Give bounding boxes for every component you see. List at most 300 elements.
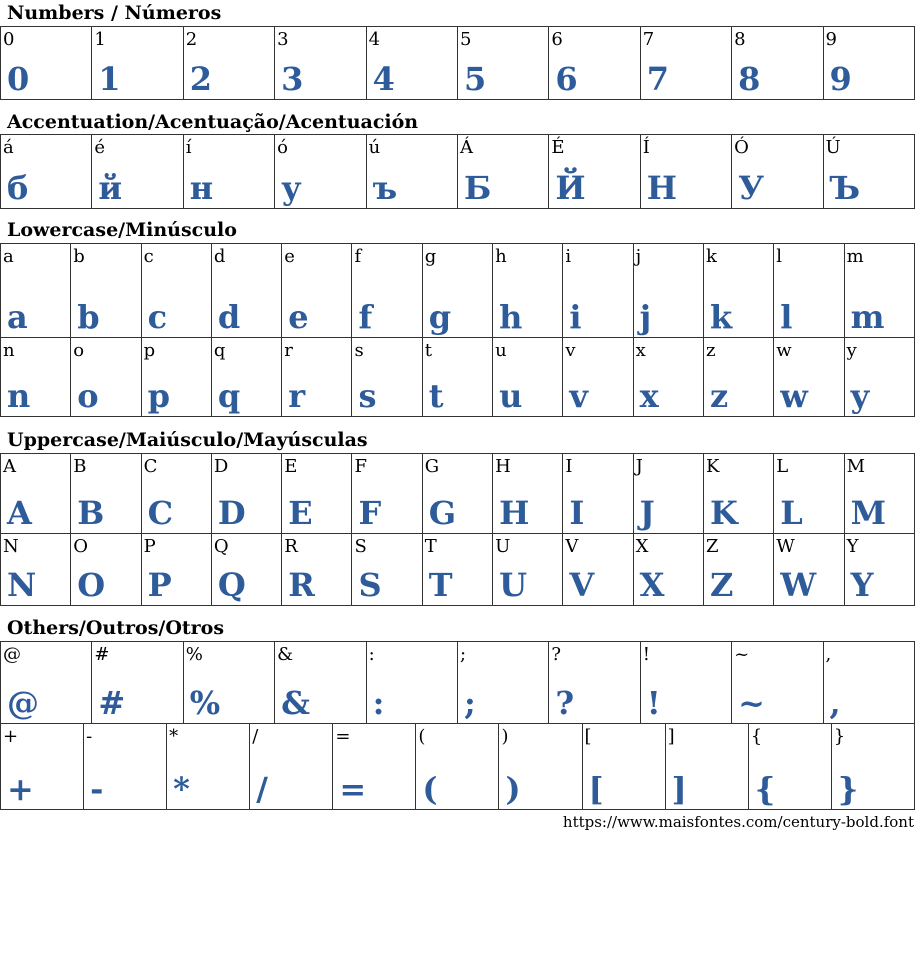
glyph-label: Q xyxy=(213,536,229,557)
glyph-cell xyxy=(774,454,844,534)
glyph-cell xyxy=(211,244,281,338)
glyph-cell xyxy=(282,534,352,606)
glyph-cell xyxy=(844,454,914,534)
glyph-label: B xyxy=(73,456,87,477)
glyph-sample: o xyxy=(77,377,99,415)
glyph-label: á xyxy=(3,137,14,158)
glyph-sample: Б xyxy=(463,169,492,207)
glyph-label: 7 xyxy=(642,29,655,50)
glyph-label: v xyxy=(565,340,576,361)
glyph-label: & xyxy=(277,644,294,665)
glyph-cell xyxy=(563,338,633,417)
glyph-sample: ] xyxy=(671,770,687,808)
section-title: Uppercase/Maiúsculo/Mayúsculas xyxy=(7,429,368,451)
table-row xyxy=(1,454,915,534)
glyph-sample: Q xyxy=(217,566,246,604)
glyph-sample: T xyxy=(428,566,453,604)
glyph-sample: 3 xyxy=(281,60,304,98)
glyph-sample: } xyxy=(837,770,859,808)
glyph-label: É xyxy=(551,137,565,158)
glyph-cell xyxy=(71,244,141,338)
glyph-cell xyxy=(416,724,499,810)
glyph-sample: Z xyxy=(709,566,734,604)
glyph-cell xyxy=(84,724,167,810)
glyph-label: = xyxy=(335,726,351,747)
glyph-cell xyxy=(275,27,366,100)
glyph-cell xyxy=(732,27,823,100)
glyph-sample: Н xyxy=(646,169,677,207)
glyph-sample: , xyxy=(829,684,841,722)
glyph-label: g xyxy=(424,246,437,267)
glyph-label: H xyxy=(495,456,511,477)
glyph-label: : xyxy=(368,644,375,665)
glyph-sample: * xyxy=(173,770,190,808)
glyph-cell xyxy=(633,454,703,534)
glyph-sample: & xyxy=(281,684,311,722)
glyph-sample: { xyxy=(754,770,776,808)
glyph-label: T xyxy=(424,536,437,557)
glyph-label: ó xyxy=(277,137,289,158)
glyph-label: Ú xyxy=(825,137,841,158)
glyph-grid xyxy=(0,453,915,534)
glyph-sample: S xyxy=(358,566,382,604)
glyph-sample: : xyxy=(372,684,385,722)
glyph-label: # xyxy=(94,644,110,665)
glyph-cell xyxy=(352,338,422,417)
glyph-sample: I xyxy=(569,494,585,532)
glyph-sample: h xyxy=(499,298,523,336)
glyph-cell xyxy=(563,244,633,338)
glyph-label: % xyxy=(185,644,203,665)
glyph-cell xyxy=(366,135,457,209)
glyph-cell xyxy=(493,534,563,606)
glyph-label: ? xyxy=(551,644,561,665)
glyph-sample: Y xyxy=(850,566,874,604)
glyph-label: d xyxy=(213,246,226,267)
glyph-sample: 7 xyxy=(646,60,669,98)
table-row xyxy=(1,135,915,209)
glyph-cell xyxy=(640,27,731,100)
glyph-sample: v xyxy=(569,377,588,415)
glyph-grid xyxy=(0,134,915,209)
glyph-sample: x xyxy=(639,377,659,415)
glyph-sample: W xyxy=(780,566,817,604)
glyph-cell xyxy=(92,642,183,724)
glyph-label: W xyxy=(776,536,795,557)
glyph-label: { xyxy=(750,726,763,747)
glyph-sample: + xyxy=(7,770,34,808)
glyph-cell xyxy=(352,534,422,606)
glyph-sample: l xyxy=(780,298,793,336)
glyph-cell xyxy=(457,642,548,724)
glyph-cell xyxy=(549,135,640,209)
glyph-sample: б xyxy=(7,169,29,207)
glyph-cell xyxy=(823,642,914,724)
glyph-label: E xyxy=(284,456,298,477)
glyph-cell xyxy=(457,27,548,100)
glyph-cell xyxy=(582,724,665,810)
glyph-sample: у xyxy=(281,169,302,207)
glyph-cell xyxy=(422,534,492,606)
table-row xyxy=(1,338,915,417)
glyph-label: * xyxy=(169,726,179,747)
glyph-label: w xyxy=(776,340,792,361)
glyph-sample: q xyxy=(217,377,241,415)
glyph-label: / xyxy=(252,726,259,747)
glyph-cell xyxy=(71,454,141,534)
glyph-label: p xyxy=(143,340,156,361)
glyph-cell xyxy=(703,534,773,606)
glyph-cell xyxy=(732,642,823,724)
glyph-label: V xyxy=(565,536,579,557)
glyph-label: ] xyxy=(667,726,675,747)
glyph-cell xyxy=(141,338,211,417)
glyph-sample: 6 xyxy=(555,60,578,98)
glyph-sample: k xyxy=(709,298,733,336)
glyph-cell xyxy=(141,454,211,534)
glyph-cell xyxy=(275,135,366,209)
glyph-sample: Й xyxy=(555,169,586,207)
glyph-label: 5 xyxy=(459,29,472,50)
glyph-label: G xyxy=(424,456,440,477)
glyph-label: L xyxy=(776,456,789,477)
glyph-sample: c xyxy=(147,298,168,336)
glyph-cell xyxy=(1,534,71,606)
glyph-cell xyxy=(71,338,141,417)
glyph-cell xyxy=(1,454,71,534)
glyph-label: 3 xyxy=(277,29,289,50)
glyph-sample: ! xyxy=(646,684,661,722)
glyph-sample: [ xyxy=(588,770,604,808)
glyph-cell xyxy=(352,454,422,534)
glyph-sample: ( xyxy=(422,770,438,808)
glyph-cell xyxy=(748,724,831,810)
glyph-sample: A xyxy=(7,494,32,532)
glyph-sample: 2 xyxy=(189,60,213,98)
table-row xyxy=(1,534,915,606)
glyph-label: @ xyxy=(3,644,21,665)
glyph-label: q xyxy=(213,340,226,361)
glyph-sample: H xyxy=(499,494,530,532)
glyph-sample: 5 xyxy=(463,60,487,98)
source-url[interactable]: https://www.maisfontes.com/century-bold.font xyxy=(562,813,914,831)
glyph-cell xyxy=(167,724,250,810)
glyph-cell xyxy=(823,135,914,209)
glyph-grid xyxy=(0,533,915,606)
glyph-cell xyxy=(282,244,352,338)
glyph-cell xyxy=(633,534,703,606)
glyph-sample: t xyxy=(428,377,444,415)
glyph-label: l xyxy=(776,246,783,267)
glyph-label: c xyxy=(143,246,154,267)
glyph-label: y xyxy=(846,340,857,361)
glyph-label: o xyxy=(73,340,85,361)
glyph-cell xyxy=(703,244,773,338)
table-row xyxy=(1,724,915,810)
glyph-sample: - xyxy=(90,770,104,808)
glyph-label: t xyxy=(424,340,433,361)
glyph-label: 4 xyxy=(368,29,381,50)
glyph-cell xyxy=(422,244,492,338)
glyph-label: [ xyxy=(584,726,592,747)
glyph-label: 2 xyxy=(185,29,198,50)
glyph-sample: # xyxy=(98,684,126,722)
glyph-cell xyxy=(1,244,71,338)
table-row xyxy=(1,642,915,724)
glyph-cell xyxy=(633,338,703,417)
glyph-label: U xyxy=(495,536,511,557)
glyph-grid xyxy=(0,243,915,338)
glyph-cell xyxy=(1,135,92,209)
table-row xyxy=(1,244,915,338)
glyph-cell xyxy=(665,724,748,810)
section-title: Others/Outros/Otros xyxy=(7,617,225,639)
glyph-sample: y xyxy=(850,377,870,415)
section-title: Numbers / Números xyxy=(7,2,222,24)
glyph-cell xyxy=(774,534,844,606)
glyph-sample: G xyxy=(428,494,457,532)
glyph-label: r xyxy=(284,340,293,361)
glyph-cell xyxy=(1,338,71,417)
glyph-cell xyxy=(422,454,492,534)
glyph-sample: % xyxy=(189,684,221,722)
glyph-sample: b xyxy=(77,298,100,336)
glyph-label: ( xyxy=(418,726,426,747)
glyph-cell xyxy=(703,338,773,417)
glyph-label: ~ xyxy=(734,644,750,665)
glyph-label: í xyxy=(185,137,192,158)
glyph-cell xyxy=(183,135,274,209)
glyph-sample: O xyxy=(77,566,106,604)
glyph-cell xyxy=(211,338,281,417)
glyph-label: s xyxy=(354,340,364,361)
glyph-label: 0 xyxy=(3,29,15,50)
glyph-cell xyxy=(823,27,914,100)
glyph-sample: ) xyxy=(505,770,521,808)
glyph-label: Ó xyxy=(734,137,749,158)
glyph-cell xyxy=(732,135,823,209)
glyph-sample: Ъ xyxy=(829,169,861,207)
glyph-cell xyxy=(282,454,352,534)
glyph-label: j xyxy=(635,246,642,267)
glyph-label: K xyxy=(705,456,720,477)
glyph-label: C xyxy=(143,456,158,477)
glyph-sample: a xyxy=(7,298,28,336)
glyph-label: u xyxy=(495,340,507,361)
glyph-sample: B xyxy=(77,494,105,532)
glyph-cell xyxy=(141,244,211,338)
glyph-sample: 0 xyxy=(7,60,30,98)
glyph-cell xyxy=(92,135,183,209)
glyph-label: 9 xyxy=(825,29,837,50)
glyph-sample: M xyxy=(850,494,886,532)
glyph-cell xyxy=(183,27,274,100)
glyph-cell xyxy=(183,642,274,724)
glyph-cell xyxy=(640,642,731,724)
glyph-sample: = xyxy=(339,770,367,808)
glyph-sample: f xyxy=(358,298,373,336)
glyph-cell xyxy=(774,338,844,417)
glyph-sample: w xyxy=(780,377,808,415)
glyph-cell xyxy=(250,724,333,810)
glyph-label: ! xyxy=(642,644,650,665)
glyph-cell xyxy=(493,454,563,534)
glyph-cell xyxy=(275,642,366,724)
glyph-sample: E xyxy=(288,494,313,532)
glyph-cell xyxy=(333,724,416,810)
glyph-label: S xyxy=(354,536,367,557)
glyph-sample: C xyxy=(147,494,174,532)
glyph-sample: L xyxy=(780,494,803,532)
glyph-sample: ; xyxy=(463,684,476,722)
glyph-label: 8 xyxy=(734,29,746,50)
glyph-sample: F xyxy=(358,494,382,532)
glyph-cell xyxy=(563,454,633,534)
glyph-sample: V xyxy=(569,566,595,604)
glyph-sample: r xyxy=(288,377,306,415)
glyph-grid xyxy=(0,641,915,724)
glyph-label: Y xyxy=(846,536,859,557)
glyph-sample: U xyxy=(499,566,527,604)
glyph-cell xyxy=(352,244,422,338)
glyph-cell xyxy=(549,642,640,724)
glyph-sample: й xyxy=(98,169,123,207)
glyph-label: A xyxy=(3,456,16,477)
glyph-label: é xyxy=(94,137,106,158)
glyph-cell xyxy=(71,534,141,606)
glyph-label: i xyxy=(565,246,572,267)
glyph-label: M xyxy=(846,456,865,477)
glyph-sample: z xyxy=(709,377,729,415)
glyph-sample: g xyxy=(428,298,452,336)
glyph-label: b xyxy=(73,246,85,267)
glyph-cell xyxy=(831,724,914,810)
glyph-label: 6 xyxy=(551,29,563,50)
glyph-label: ) xyxy=(501,726,509,747)
glyph-label: a xyxy=(3,246,14,267)
glyph-cell xyxy=(1,642,92,724)
glyph-label: O xyxy=(73,536,89,557)
glyph-sample: R xyxy=(288,566,315,604)
glyph-cell xyxy=(366,27,457,100)
glyph-sample: j xyxy=(639,298,652,336)
glyph-sample: ъ xyxy=(372,169,398,207)
glyph-cell xyxy=(366,642,457,724)
glyph-cell xyxy=(493,338,563,417)
glyph-label: I xyxy=(565,456,573,477)
glyph-sample: 9 xyxy=(829,60,852,98)
glyph-sample: m xyxy=(850,298,885,336)
glyph-sample: d xyxy=(217,298,241,336)
glyph-label: N xyxy=(3,536,19,557)
glyph-cell xyxy=(774,244,844,338)
glyph-label: Á xyxy=(459,137,473,158)
glyph-sample: @ xyxy=(7,684,39,722)
glyph-label: ú xyxy=(368,137,381,158)
glyph-cell xyxy=(1,724,84,810)
glyph-label: 1 xyxy=(94,29,106,50)
glyph-label: k xyxy=(705,246,717,267)
glyph-sample: n xyxy=(7,377,31,415)
glyph-cell xyxy=(640,135,731,209)
glyph-cell xyxy=(499,724,582,810)
glyph-sample: 4 xyxy=(372,60,395,98)
glyph-sample: X xyxy=(639,566,665,604)
glyph-label: ; xyxy=(459,644,467,665)
glyph-sample: e xyxy=(288,298,309,336)
glyph-label: - xyxy=(86,726,93,747)
glyph-label: m xyxy=(846,246,864,267)
glyph-sample: p xyxy=(147,377,170,415)
glyph-cell xyxy=(422,338,492,417)
glyph-cell xyxy=(211,534,281,606)
glyph-label: } xyxy=(833,726,846,747)
glyph-cell xyxy=(141,534,211,606)
glyph-sample: J xyxy=(639,494,655,532)
glyph-label: Z xyxy=(705,536,719,557)
glyph-label: Í xyxy=(642,137,650,158)
section-title: Lowercase/Minúsculo xyxy=(7,219,237,241)
glyph-label: e xyxy=(284,246,295,267)
glyph-cell xyxy=(844,244,914,338)
section-title: Accentuation/Acentuação/Acentuación xyxy=(7,111,419,133)
glyph-label: h xyxy=(495,246,507,267)
glyph-label: , xyxy=(825,644,832,665)
glyph-sample: N xyxy=(7,566,37,604)
glyph-cell xyxy=(282,338,352,417)
glyph-cell xyxy=(549,27,640,100)
glyph-cell xyxy=(703,454,773,534)
glyph-sample: 1 xyxy=(98,60,121,98)
glyph-sample: P xyxy=(147,566,172,604)
glyph-sample: s xyxy=(358,377,377,415)
glyph-grid xyxy=(0,26,915,100)
glyph-cell xyxy=(1,27,92,100)
glyph-label: R xyxy=(284,536,298,557)
glyph-cell xyxy=(844,534,914,606)
glyph-sample: K xyxy=(709,494,738,532)
glyph-cell xyxy=(211,454,281,534)
glyph-label: F xyxy=(354,456,367,477)
glyph-cell xyxy=(457,135,548,209)
glyph-label: x xyxy=(635,340,646,361)
glyph-sample: / xyxy=(256,770,268,808)
glyph-sample: ~ xyxy=(738,684,765,722)
glyph-sample: u xyxy=(499,377,523,415)
glyph-label: D xyxy=(213,456,229,477)
glyph-label: z xyxy=(705,340,716,361)
glyph-cell xyxy=(92,27,183,100)
glyph-label: P xyxy=(143,536,156,557)
table-row xyxy=(1,27,915,100)
glyph-sample: i xyxy=(569,298,582,336)
glyph-sample: н xyxy=(189,169,214,207)
glyph-cell xyxy=(563,534,633,606)
glyph-sample: D xyxy=(217,494,246,532)
glyph-label: f xyxy=(354,246,362,267)
glyph-sample: У xyxy=(738,169,765,207)
glyph-sample: 8 xyxy=(738,60,761,98)
glyph-cell xyxy=(493,244,563,338)
glyph-label: n xyxy=(3,340,15,361)
glyph-sample: ? xyxy=(555,684,575,722)
glyph-label: X xyxy=(635,536,649,557)
glyph-cell xyxy=(633,244,703,338)
glyph-label: + xyxy=(3,726,19,747)
glyph-cell xyxy=(844,338,914,417)
glyph-label: J xyxy=(635,456,643,477)
glyph-grid xyxy=(0,337,915,417)
